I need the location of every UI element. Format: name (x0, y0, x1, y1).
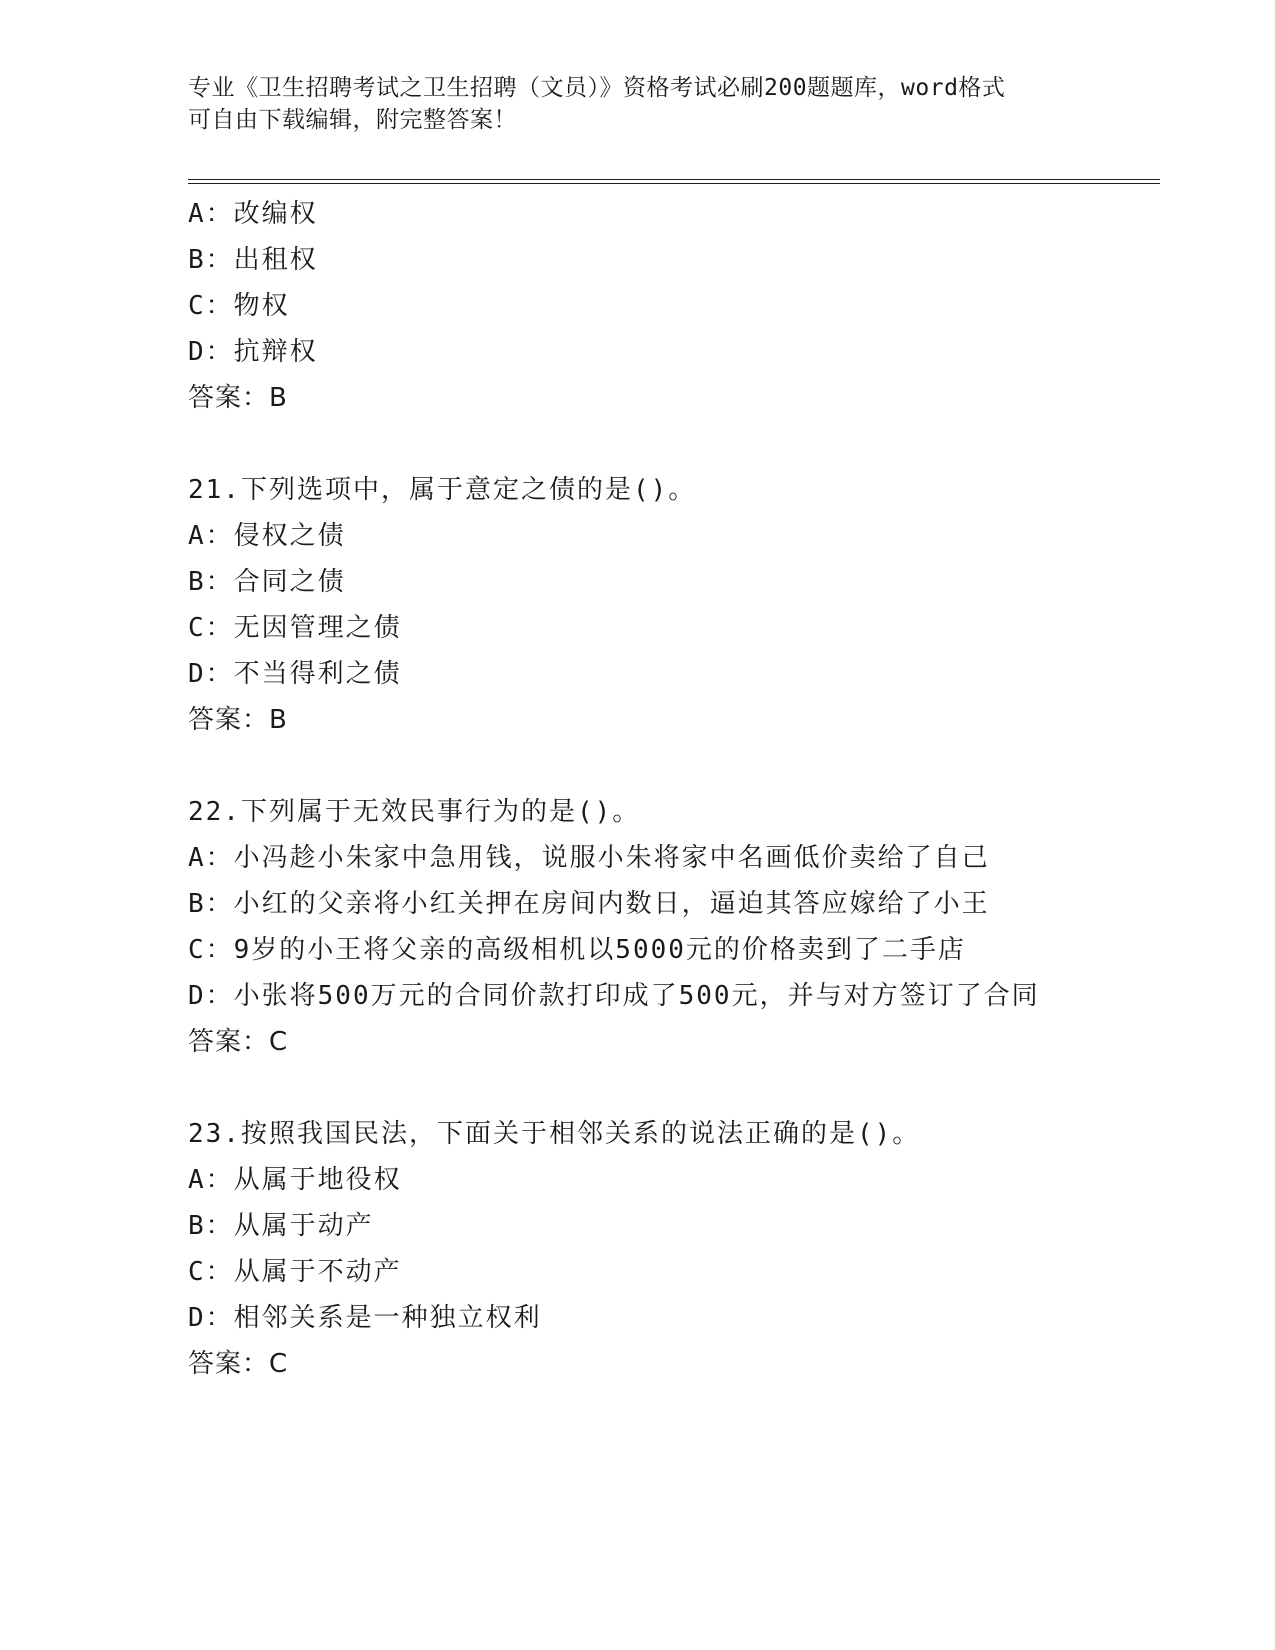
question-block-22 (188, 789, 1148, 1065)
question-text: 21.下列选项中，属于意定之债的是()。 (188, 475, 697, 505)
answer-line: 答案：C (188, 1349, 289, 1379)
question-list (188, 191, 1148, 1387)
header-title-line-2: 可自由下载编辑，附完整答案！ (188, 107, 517, 133)
option-a: A：从属于地役权 (188, 1165, 402, 1195)
option-d: D：相邻关系是一种独立权利 (188, 1303, 542, 1333)
spacer (188, 1065, 1148, 1111)
header-title-line-1: 专业《卫生招聘考试之卫生招聘（文员）》资格考试必刷200题题库，word格式 (188, 75, 1006, 101)
option-a: A：改编权 (188, 199, 318, 229)
question-text: 22.下列属于无效民事行为的是()。 (188, 797, 641, 827)
option-c: C：从属于不动产 (188, 1257, 402, 1287)
document-header (188, 72, 1068, 136)
option-c: C：无因管理之债 (188, 613, 402, 643)
question-block-23 (188, 1111, 1148, 1387)
question-block-21 (188, 467, 1148, 743)
answer-line: 答案：B (188, 383, 288, 413)
option-c: C：9岁的小王将父亲的高级相机以5000元的价格卖到了二手店 (188, 935, 966, 965)
option-d: D：小张将500万元的合同价款打印成了500元，并与对方签订了合同 (188, 981, 1040, 1011)
option-b: B：小红的父亲将小红关押在房间内数日，逼迫其答应嫁给了小王 (188, 889, 990, 919)
option-d: D：抗辩权 (188, 337, 318, 367)
option-a: A：侵权之债 (188, 521, 346, 551)
option-d: D：不当得利之债 (188, 659, 402, 689)
spacer (188, 743, 1148, 789)
question-block-prev (188, 191, 1148, 421)
option-c: C：物权 (188, 291, 290, 321)
answer-line: 答案：B (188, 705, 288, 735)
header-divider-top (188, 179, 1160, 180)
spacer (188, 421, 1148, 467)
header-divider-bottom (188, 183, 1160, 184)
option-b: B：合同之债 (188, 567, 346, 597)
answer-line: 答案：C (188, 1027, 289, 1057)
option-b: B：出租权 (188, 245, 318, 275)
option-b: B：从属于动产 (188, 1211, 374, 1241)
question-text: 23.按照我国民法，下面关于相邻关系的说法正确的是()。 (188, 1119, 921, 1149)
option-a: A：小冯趁小朱家中急用钱，说服小朱将家中名画低价卖给了自己 (188, 843, 990, 873)
